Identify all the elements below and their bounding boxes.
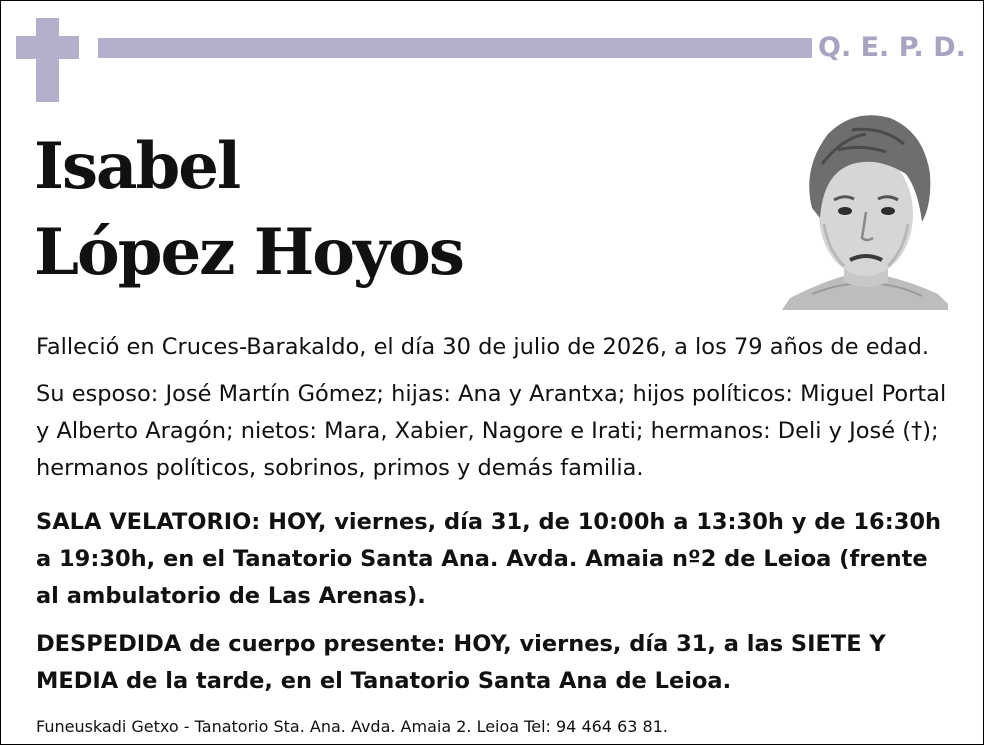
deceased-first-name: Isabel [34, 129, 240, 204]
cross-icon-arm [16, 36, 79, 59]
farewell-details: DESPEDIDA de cuerpo presente: HOY, viernes, día 31, a las SIETE Y MEDIA de la tarde, en el Tanatorio Santa Ana de Leioa. [36, 631, 886, 694]
header-bar [98, 38, 812, 58]
cross-icon [36, 18, 59, 102]
portrait-photo [782, 104, 948, 310]
wake-details: SALA VELATORIO: HOY, viernes, día 31, de 10:00h a 13:30h y de 16:30h a 19:30h, en el Tanatorio Santa Ana. Avda. Amaia nº2 de Leioa (frente al ambulatorio de Las Arenas). [36, 509, 942, 609]
death-notice: Falleció en Cruces-Barakaldo, el día 30 de julio de 2026, a los 79 años de edad. [36, 334, 930, 360]
deceased-surnames: López Hoyos [34, 215, 463, 290]
family-list: Su esposo: José Martín Gómez; hijas: Ana y Arantxa; hijos políticos: Miguel Portal y Alberto Aragón; nietos: Mara, Xabier, Nagore e Irati; hermanos: Deli y José (†); hermanos políticos, sobrinos, primos y demás familia. [36, 381, 947, 481]
funeral-home-footer: Funeuskadi Getxo - Tanatorio Sta. Ana. Avda. Amaia 2. Leioa Tel: 94 464 63 81. [36, 717, 668, 736]
qepd-label: Q. E. P. D. [818, 32, 966, 63]
